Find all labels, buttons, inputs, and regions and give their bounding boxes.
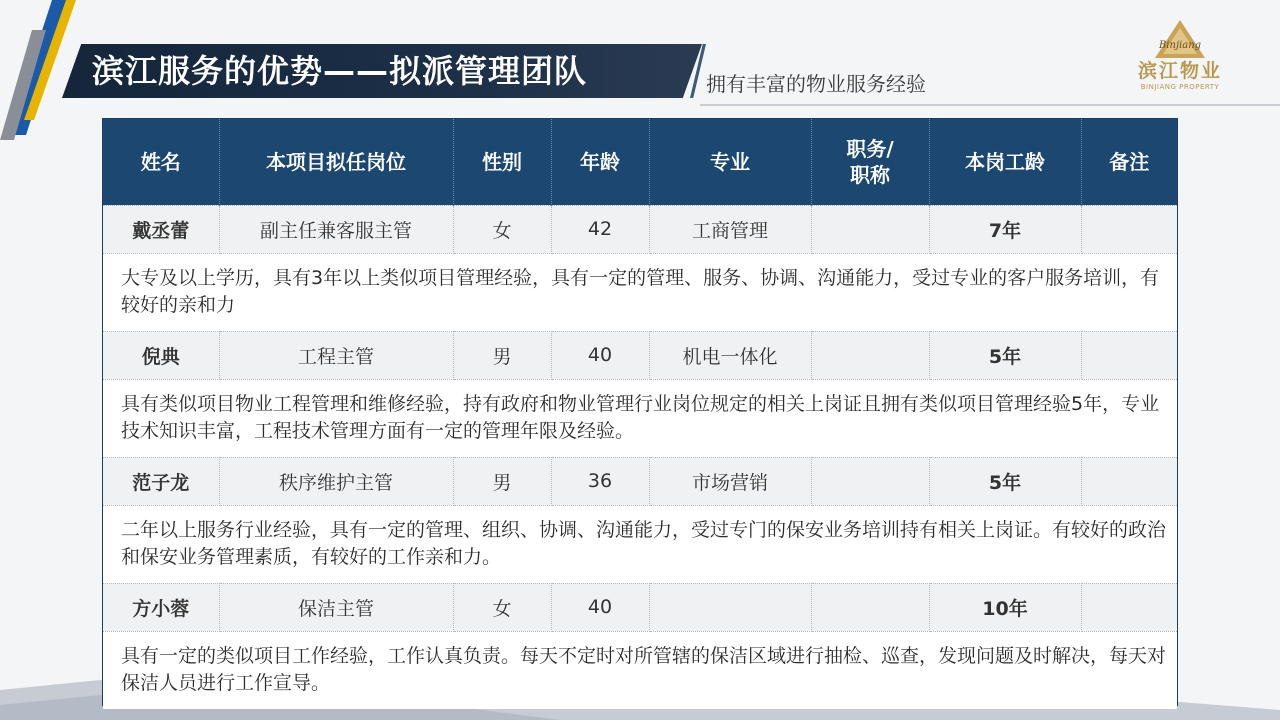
logo-mark-icon — [1151, 18, 1209, 60]
table-row — [103, 205, 1177, 253]
cell-major: 市场营销 — [649, 457, 811, 505]
cell-description: 具有一定的类似项目工作经验，工作认真负责。每天不定时对所管辖的保洁区域进行抽检、巡查，发现问题及时解决，每天对保洁人员进行工作宣导。 — [121, 645, 1167, 695]
cell-gender: 女 — [453, 205, 551, 253]
title-divider — [700, 104, 1280, 106]
cell-note — [1081, 331, 1177, 379]
header-years: 本岗工龄 — [929, 119, 1081, 205]
table-description-row — [103, 505, 1177, 583]
header-name: 姓名 — [103, 119, 219, 205]
cell-gender: 男 — [453, 331, 551, 379]
table-row — [103, 331, 1177, 379]
cell-years: 10年 — [929, 583, 1081, 631]
table-row — [103, 583, 1177, 631]
cell-gender: 男 — [453, 457, 551, 505]
cell-age: 40 — [551, 331, 649, 379]
cell-major: 工商管理 — [649, 205, 811, 253]
logo-script: Binjiang — [1158, 40, 1202, 51]
header-gender: 性别 — [453, 119, 551, 205]
cell-title — [811, 457, 929, 505]
table-description-row — [103, 379, 1177, 457]
cell-note — [1081, 457, 1177, 505]
logo-english-name: BINJIANG PROPERTY — [1140, 83, 1220, 91]
cell-position: 保洁主管 — [219, 583, 453, 631]
table-row — [103, 457, 1177, 505]
table-header-row — [103, 119, 1177, 205]
cell-description: 二年以上服务行业经验，具有一定的管理、组织、协调、沟通能力，受过专门的保安业务培训持有相关上岗证。有较好的政治和保安业务管理素质，有较好的工作亲和力。 — [121, 519, 1167, 568]
cell-description: 具有类似项目物业工程管理和维修经验，持有政府和物业管理行业岗位规定的相关上岗证且拥有类似项目管理经验5年，专业技术知识丰富，工程技术管理方面有一定的管理年限及经验。 — [121, 393, 1160, 442]
cell-position: 秩序维护主管 — [219, 457, 453, 505]
cell-note — [1081, 583, 1177, 631]
page-title: 滨江服务的优势——拟派管理团队 — [92, 52, 588, 90]
cell-years: 7年 — [929, 205, 1081, 253]
cell-position: 工程主管 — [219, 331, 453, 379]
cell-major: 机电一体化 — [649, 331, 811, 379]
cell-name: 方小蓉 — [103, 583, 219, 631]
page-subtitle: 拥有丰富的物业服务经验 — [706, 72, 926, 96]
cell-name: 戴丞蕾 — [103, 205, 219, 253]
header-note: 备注 — [1109, 149, 1150, 174]
company-logo — [1130, 18, 1230, 100]
cell-name: 范子龙 — [103, 457, 219, 505]
table-description-row — [103, 631, 1177, 709]
cell-name: 倪典 — [103, 331, 219, 379]
cell-major — [649, 583, 811, 631]
cell-years: 5年 — [929, 457, 1081, 505]
cell-gender: 女 — [453, 583, 551, 631]
cell-age: 36 — [551, 457, 649, 505]
cell-title — [811, 205, 929, 253]
cell-title — [811, 331, 929, 379]
cell-years: 5年 — [929, 331, 1081, 379]
team-table — [102, 118, 1178, 706]
cell-description: 大专及以上学历，具有3年以上类似项目管理经验，具有一定的管理、服务、协调、沟通能力，受过专业的客户服务培训，有较好的亲和力 — [121, 267, 1160, 316]
cell-age: 40 — [551, 583, 649, 631]
cell-age: 42 — [551, 205, 649, 253]
header-age: 年龄 — [551, 119, 649, 205]
cell-title — [811, 583, 929, 631]
header-title: 职务/ 职称 — [811, 119, 929, 205]
logo-chinese-name: 滨江物业 — [1137, 60, 1222, 82]
header-position: 本项目拟任岗位 — [219, 119, 453, 205]
cell-position: 副主任兼客服主管 — [219, 205, 453, 253]
table-description-row — [103, 253, 1177, 331]
cell-note — [1081, 205, 1177, 253]
header-major: 专业 — [649, 119, 811, 205]
